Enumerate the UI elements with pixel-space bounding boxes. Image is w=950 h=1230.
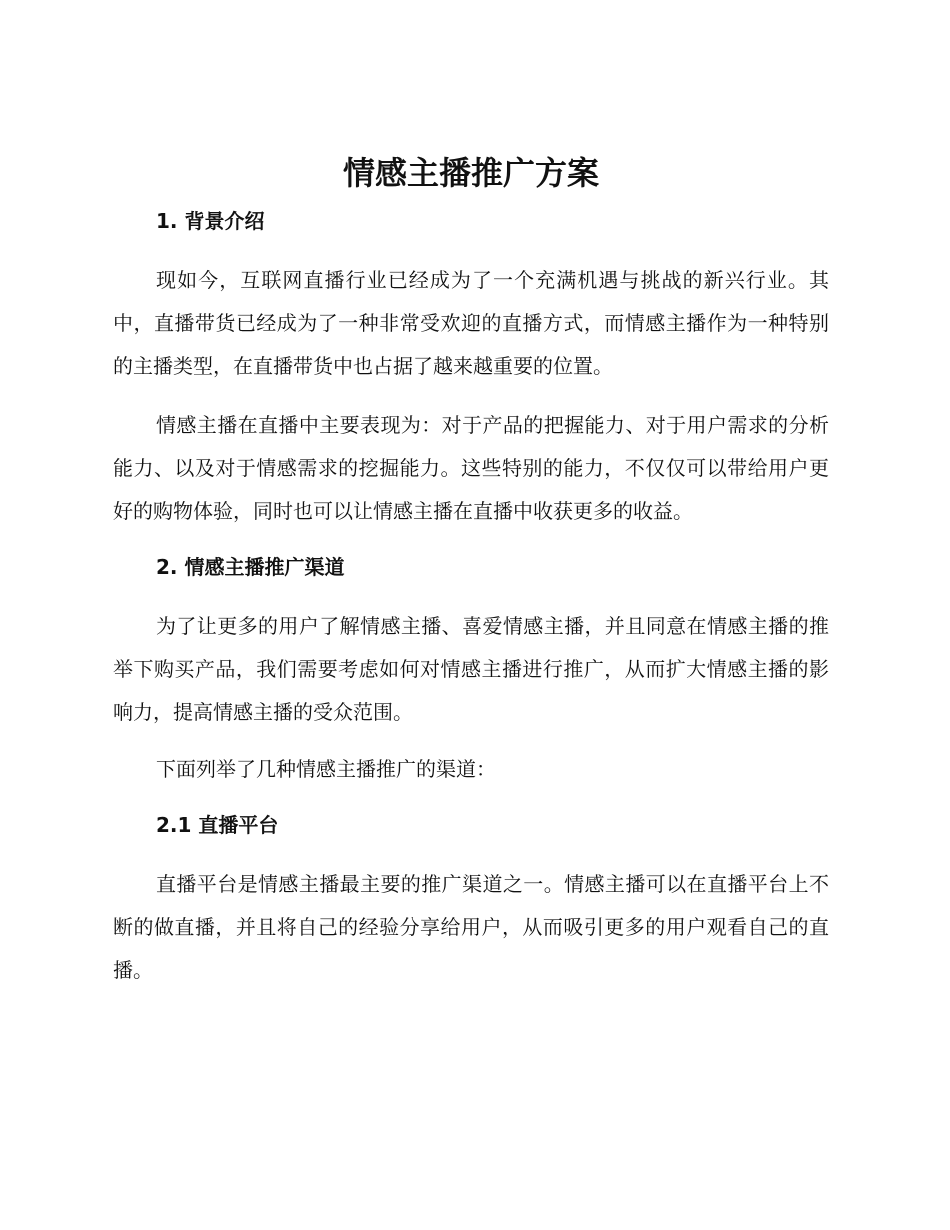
paragraph: 为了让更多的用户了解情感主播、喜爱情感主播，并且同意在情感主播的推举下购买产品，我们需要考虑如何对情感主播进行推广，从而扩大情感主播的影响力，提高情感主播的受众范围。	[113, 614, 829, 724]
paragraph: 现如今，互联网直播行业已经成为了一个充满机遇与挑战的新兴行业。其中，直播带货已经成为了一种非常受欢迎的直播方式，而情感主播作为一种特别的主播类型，在直播带货中也占据了越来越重要的位置。	[113, 268, 829, 378]
section-heading-channels: 2. 情感主播推广渠道	[156, 555, 345, 579]
paragraph: 直播平台是情感主播最主要的推广渠道之一。情感主播可以在直播平台上不断的做直播，并且将自己的经验分享给用户，从而吸引更多的用户观看自己的直播。	[113, 872, 829, 982]
document-body	[113, 150, 829, 992]
section-heading-background: 1. 背景介绍	[156, 209, 265, 233]
paragraph: 情感主播在直播中主要表现为：对于产品的把握能力、对于用户需求的分析能力、以及对于情感需求的挖掘能力。这些特别的能力，不仅仅可以带给用户更好的购物体验，同时也可以让情感主播在直播中收获更多的收益。	[113, 413, 829, 523]
document-title: 情感主播推广方案	[342, 154, 599, 192]
subsection-heading-live-platform: 2.1 直播平台	[156, 813, 279, 837]
paragraph: 下面列举了几种情感主播推广的渠道：	[156, 757, 496, 781]
